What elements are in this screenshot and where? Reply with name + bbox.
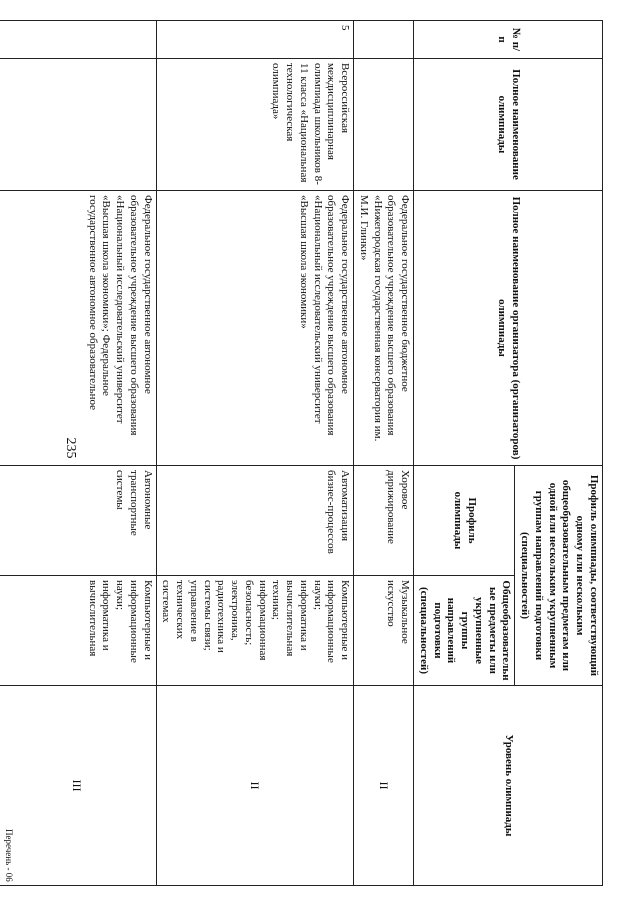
row-level: II <box>156 686 354 886</box>
row-level: II <box>354 686 414 886</box>
header-profile-group: Профиль олимпиады, соответствующий одному или нескольким общеобразовательным предметам или одной или нескольким укрупненным группам направлений подготовки (специальностей) <box>515 466 603 686</box>
subject-item: электроника, радиотехника и системы связи; <box>201 580 242 653</box>
table-row <box>354 21 414 886</box>
row-profile: Хоровое дирижирование <box>354 466 414 576</box>
header-profile: Профиль олимпиады <box>414 466 515 576</box>
olympiad-table <box>0 20 603 886</box>
page-number: 235 <box>63 437 78 459</box>
row-level: III <box>0 686 156 886</box>
header-num: № п/п <box>414 21 603 59</box>
header-level: Уровень олимпиады <box>414 686 603 886</box>
header-organizer: Полное наименование организатора (организаторов) олимпиады <box>414 191 603 466</box>
subject-item: информационная безопасность; <box>243 580 269 661</box>
table-row <box>0 21 156 886</box>
row-olympiad-name <box>354 59 414 191</box>
row-organizer: Федеральное государственное автономное образовательное учреждение высшего образования «Национальный исследовательский университет «Высшая школа экономики»; Федеральное государственное автономное образовательное <box>0 191 156 466</box>
row-num <box>354 21 414 59</box>
olympiad-table-container <box>28 20 603 885</box>
row-subjects <box>156 576 354 686</box>
header-subjects: Общеобразовательные предметы или укрупненные группы направлений подготовки (специальностей) <box>414 576 515 686</box>
row-olympiad-name: Всероссийская междисциплинарная олимпиада школьников 8-11 класса «Национальная технологическая олимпиада» <box>156 59 354 191</box>
row-subjects <box>354 576 414 686</box>
footer-note: Перечень - 06 <box>4 829 14 882</box>
table-row <box>156 21 354 886</box>
row-subjects <box>0 576 156 686</box>
row-profile: Автономные транспортные системы <box>0 466 156 576</box>
subject-item: Музыкальное искусство <box>385 580 412 644</box>
row-num <box>0 21 156 59</box>
subject-item: Компьютерные и информационные науки; <box>114 580 154 663</box>
subject-item: управление в технических системах <box>160 580 200 642</box>
subject-item: Компьютерные и информационные науки; <box>311 580 352 663</box>
row-olympiad-name <box>0 59 156 191</box>
row-organizer: Федеральное государственное бюджетное образовательное учреждение высшего образования «Нижегородская государственная консерватория им. М.И. Глинки» <box>354 191 414 466</box>
subject-item: информатика и вычислительная <box>86 580 113 657</box>
subject-item: информатика и вычислительная техника; <box>270 580 310 657</box>
row-organizer: Федеральное государственное автономное образовательное учреждение высшего образования «Национальный исследовательский университет «Высшая школа экономики» <box>156 191 354 466</box>
row-num: 5 <box>156 21 354 59</box>
header-olympiad-name: Полное наименование олимпиады <box>414 59 603 191</box>
row-profile: Автоматизация бизнес-процессов <box>156 466 354 576</box>
